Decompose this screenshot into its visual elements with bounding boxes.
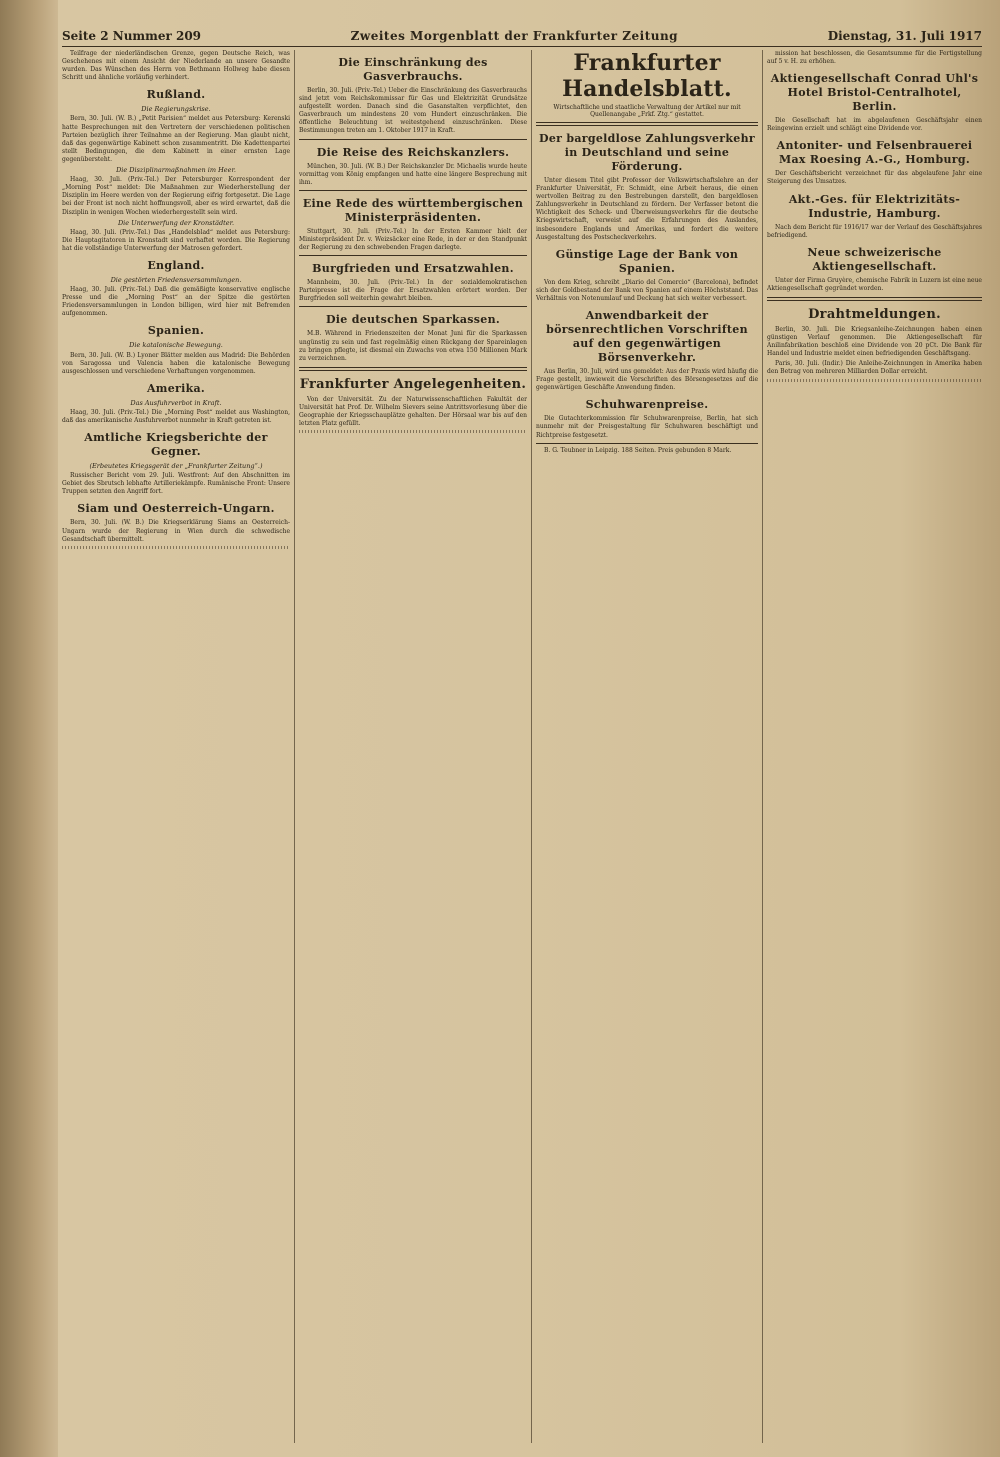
war-reports-article: Russischer Bericht vom 29. Juli. Westfront: Auf den Abschnitten im Gebiet des Sbrutsch lebhafte Artilleriekämpfe. Rumänische Front: Unsere Truppen setzten den Angriff fort. — [62, 472, 290, 496]
column-1 — [62, 50, 290, 1443]
columns — [62, 50, 982, 1443]
swiss-company-heading: Neue schweizerische Aktiengesellschaft. — [807, 245, 942, 273]
text-filler — [299, 430, 527, 433]
shoe-prices-article: Die Gutachterkommission für Schuhwarenpreise, Berlin, hat sich nunmehr mit der Preisgestaltung für Schuhwaren beschäftigt und Richtpreise festgesetzt. — [536, 415, 758, 439]
electric-heading: Akt.-Ges. für Elektrizitäts-Industrie, Hamburg. — [788, 192, 961, 220]
column-3 — [536, 50, 758, 1443]
exchange-rules-heading: Anwendbarkeit der börsenrechtlichen Vorschriften auf den gegenwärtigen Börsenverkehr. — [546, 309, 748, 365]
wire-news-article: Berlin, 30. Juli. Die Kriegsanleihe-Zeichnungen haben einen günstigen Verlauf genommen. Die Aktiengesellschaft für Anilinfabrikation beschloß eine Dividende von 20 pCt. Die Bank für Handel und Industrie meldet einen befriedigenden Geschäftsgang. — [767, 325, 982, 358]
local-affairs-heading: Frankfurter Angelegenheiten. — [299, 376, 527, 392]
wire-news-heading: Drahtmeldungen. — [808, 306, 941, 322]
paris-article: Paris, 30. Juli. (Indir.) Die Anleihe-Zeichnungen in Amerika haben den Betrag von mehreren Milliarden Dollar erreicht. — [767, 360, 982, 376]
swiss-company-article: Unter der Firma Gruyère, chemische Fabrik in Luzern ist eine neue Aktiengesellschaft gegründet worden. — [767, 276, 982, 292]
divider — [299, 139, 527, 140]
kronstadt-article: Haag, 30. Juli. (Priv.-Tel.) Das „Handelsblad“ meldet aus Petersburg: Die Hauptagitatoren in Kronstadt sind verhaftet worden. Die Regierung hat die vollständige Unterwerfung der Matrosen gefordert. — [62, 228, 290, 252]
chancellor-article: München, 30. Juli. (W. B.) Der Reichskanzler Dr. Michaelis wurde heute vormittag vom König empfangen und hatte eine längere Besprechung mit ihm. — [299, 162, 527, 186]
brewery-heading: Antoniter- und Felsenbrauerei Max Roesing A.-G., Homburg. — [776, 139, 973, 167]
double-divider — [767, 297, 982, 301]
spain-heading: Spanien. — [147, 324, 205, 338]
america-article: Haag, 30. Juli. (Priv.-Tel.) Die „Morning Post“ meldet aus Washington, daß das amerikanische Ausfuhrverbot nunmehr in Kraft getreten ist. — [62, 408, 290, 424]
column-2 — [299, 50, 527, 1443]
bank-spain-heading: Günstige Lage der Bank von Spanien. — [555, 247, 739, 275]
intro-paragraph: Teilfrage der niederländischen Grenze, gegen Deutsche Reich, was Geschehenes mit einem Ansicht der Niederlande an unsere Gesandte wurden. Das Wünschen des Herrn von Bethmann Hollweg habe diesen Schritt und ähnliche vorläufig verhindert. — [62, 50, 290, 82]
elections-article: Mannheim, 30. Juli. (Priv.-Tel.) In der sozialdemokratischen Parteipresse ist die Frage der Ersatzwahlen erörtert worden. Der Burgfrieden soll weiterhin gewahrt bleiben. — [299, 279, 527, 303]
header-rule — [62, 46, 982, 47]
page-number: Seite 2 Nummer 209 — [62, 29, 202, 43]
speech-heading: Eine Rede des württembergischen Ministerpräsidenten. — [302, 196, 524, 224]
gas-article: Berlin, 30. Juli. (Priv.-Tel.) Ueber die Einschränkung des Gasverbrauchs sind jetzt vom Reichskommissar für Gas und Elektrizität Grundsätze aufgestellt worden. Danach sind die Gasanstalten verpflichtet, den Gasverbrauch um mindestens 20 vom Hundert einzuschränken. Die öffentliche Beleuchtung ist weitestgehend einzuschränken. Diese Bestimmungen treten am 1. Oktober 1917 in Kraft. — [299, 87, 527, 135]
newspaper-title: Zweites Morgenblatt der Frankfurter Zeitung — [350, 29, 679, 43]
discipline-subheading: Die Disziplinarmaßnahmen im Heer. — [116, 166, 236, 175]
divider — [299, 255, 527, 256]
handelsblatt-notice: Wirtschaftliche und staatliche Verwaltung der Artikel nur mit Quellenangabe „Frkf. Ztg.“ gestattet. — [553, 104, 741, 118]
bank-spain-article: Von dem Krieg, schreibt „Diario del Comercio“ (Barcelona), befindet sich der Goldbestand der Bank von Spanien auf einem Höchststand. Das Verhältnis von Notenumlauf und Deckung hat sich weiter verbessert. — [536, 278, 758, 302]
double-divider — [536, 122, 758, 126]
siam-heading: Siam und Oesterreich-Ungarn. — [77, 502, 275, 516]
column-divider — [294, 50, 295, 1443]
england-article: Haag, 30. Juli. (Priv.-Tel.) Daß die gemäßigte konservative englische Presse und die „Morning Post“ an der Spitze die gestörten Friedensversammlungen in London billigen, wird hier mit Befremden aufgenommen. — [62, 286, 290, 318]
war-reports-subheading: (Erbeutetes Kriegsgerät der „Frankfurter Zeitung“.) — [89, 462, 263, 471]
hotel-article: Die Gesellschaft hat im abgelaufenen Geschäftsjahr einen Reingewinn erzielt und schlägt eine Dividende vor. — [767, 117, 982, 133]
england-heading: England. — [147, 258, 205, 272]
page-header — [62, 28, 982, 44]
speech-article: Stuttgart, 30. Juli. (Priv.-Tel.) In der Ersten Kammer hielt der Ministerpräsident Dr. v. Weizsäcker eine Rede, in der er den Standpunkt der Regierung zu den schwebenden Fragen darlegte. — [299, 227, 527, 252]
divider — [299, 190, 527, 191]
payments-article: Unter diesem Titel gibt Professor der Volkswirtschaftslehre an der Frankfurter Universität, Fr. Schmidt, eine Arbeit heraus, die einen wertvollen Beitrag zu den Bestrebungen darstellt, den bargeldlosen Zahlungsverkehr in Deutschland zu fördern. Der Verfasser betont die Wichtigkeit des Scheck- und Überweisungsverkehrs für die deutsche Kriegswirtschaft, verweist auf die Erfahrungen des Auslandes, insbesondere Englands und Amerikas, und fordert die weitere Ausgestaltung des Postscheckverkehrs. — [536, 177, 758, 241]
savings-article: M.B. Während in Friedenszeiten der Monat Juni für die Sparkassen ungünstig zu sein und fast regelmäßig einen Rückgang der Spareinlagen zu bringen pflegte, ist diesmal ein Zuwachs von etwa 150 Millionen Mark zu verzeichnen. — [299, 330, 527, 362]
text-filler — [62, 546, 290, 549]
russia-article: Bern, 30. Juli. (W. B.) „Petit Parisien“ meldet aus Petersburg: Kerenski hatte Besprechungen mit den Vertretern der verschiedenen politischen Parteien bezüglich ihrer Teilnahme an der Regierung. Man glaubt nicht, daß das gegenwärtige Kabinett schon zusammentritt. Die Kadettenpartei stellt Bedingungen, die dem Kabinett in einer ernsten Lage gegenübersteht. — [62, 115, 290, 163]
column-4 — [767, 50, 982, 1443]
electric-article: Nach dem Bericht für 1916/17 war der Verlauf des Geschäftsjahres befriedigend. — [767, 223, 982, 239]
payments-heading: Der bargeldlose Zahlungsverkehr in Deutschland und seine Förderung. — [539, 132, 755, 173]
book-footnote: B. G. Teubner in Leipzig. 188 Seiten. Preis gebunden 8 Mark. — [544, 446, 732, 454]
chancellor-heading: Die Reise des Reichskanzlers. — [316, 145, 510, 159]
local-affairs-article: Von der Universität. Zu der Naturwissenschaftlichen Fakultät der Universität hat Prof. Dr. Wilhelm Sievers seine Antrittsvorlesung über die Geographie der Kriegsschauplätze gehalten. Der Hörsaal war bis auf den letzten Platz gefüllt. — [299, 395, 527, 428]
gas-heading: Die Einschränkung des Gasverbrauchs. — [338, 56, 488, 83]
spain-subheading: Die katalonische Bewegung. — [129, 341, 223, 350]
exchange-rules-article: Aus Berlin, 30. Juli, wird uns gemeldet: Aus der Praxis wird häufig die Frage gestellt, inwieweit die Vorschriften des Börsengesetzes auf die gegenwärtigen Geschäfte Anwendung finden. — [536, 368, 758, 392]
column-divider — [762, 50, 763, 1443]
spain-article: Bern, 30. Juli. (W. B.) Lyoner Blätter melden aus Madrid: Die Behörden von Saragossa und Valencia haben die katalonische Bewegung ausgeschlossen und verschiedene Verhaftungen vorgenommen. — [62, 351, 290, 375]
russia-heading: Rußland. — [146, 88, 206, 102]
divider — [299, 306, 527, 307]
hotel-heading: Aktiengesellschaft Conrad Uhl's Hotel Bristol-Centralhotel, Berlin. — [770, 72, 979, 114]
england-subheading: Die gestörten Friedensversammlungen. — [110, 275, 242, 284]
double-divider — [299, 367, 527, 371]
siam-article: Bern, 30. Juli. (W. B.) Die Kriegserklärung Siams an Oesterreich-Ungarn wurde der Regierung in Wien durch die schwedische Gesandtschaft übermittelt. — [62, 519, 290, 543]
war-reports-heading: Amtliche Kriegsberichte der Gegner. — [84, 431, 268, 459]
russia-subheading: Die Regierungskrise. — [141, 105, 211, 114]
savings-heading: Die deutschen Sparkassen. — [325, 313, 501, 327]
continued-paragraph: mission hat beschlossen, die Gesamtsumme für die Fertigstellung auf 5 v. H. zu erhöhen. — [767, 50, 982, 66]
elections-heading: Burgfrieden und Ersatzwahlen. — [312, 262, 514, 276]
column-divider — [531, 50, 532, 1443]
america-heading: Amerika. — [146, 381, 206, 395]
handelsblatt-masthead: Frankfurter Handelsblatt. — [562, 50, 732, 102]
issue-date: Dienstag, 31. Juli 1917 — [827, 29, 982, 43]
text-filler — [767, 379, 982, 382]
kronstadt-subheading: Die Unterwerfung der Kronstädter. — [117, 218, 235, 227]
discipline-article: Haag, 30. Juli. (Priv.-Tel.) Der Petersburger Korrespondent der „Morning Post“ meldet: Die Maßnahmen zur Wiederherstellung der Disziplin im Heere werden von der Regierung eifrig fortgesetzt. Die Lage bei der Front ist noch nicht hoffnungsvoll, aber es wird erwartet, daß die Disziplin in wenigen Wochen wiederhergestellt sein wird. — [62, 176, 290, 216]
america-subheading: Das Ausfuhrverbot in Kraft. — [130, 398, 222, 407]
divider — [536, 443, 758, 444]
brewery-article: Der Geschäftsbericht verzeichnet für das abgelaufene Jahr eine Steigerung des Umsatzes. — [767, 170, 982, 186]
shoe-prices-heading: Schuhwarenpreise. — [585, 398, 709, 412]
